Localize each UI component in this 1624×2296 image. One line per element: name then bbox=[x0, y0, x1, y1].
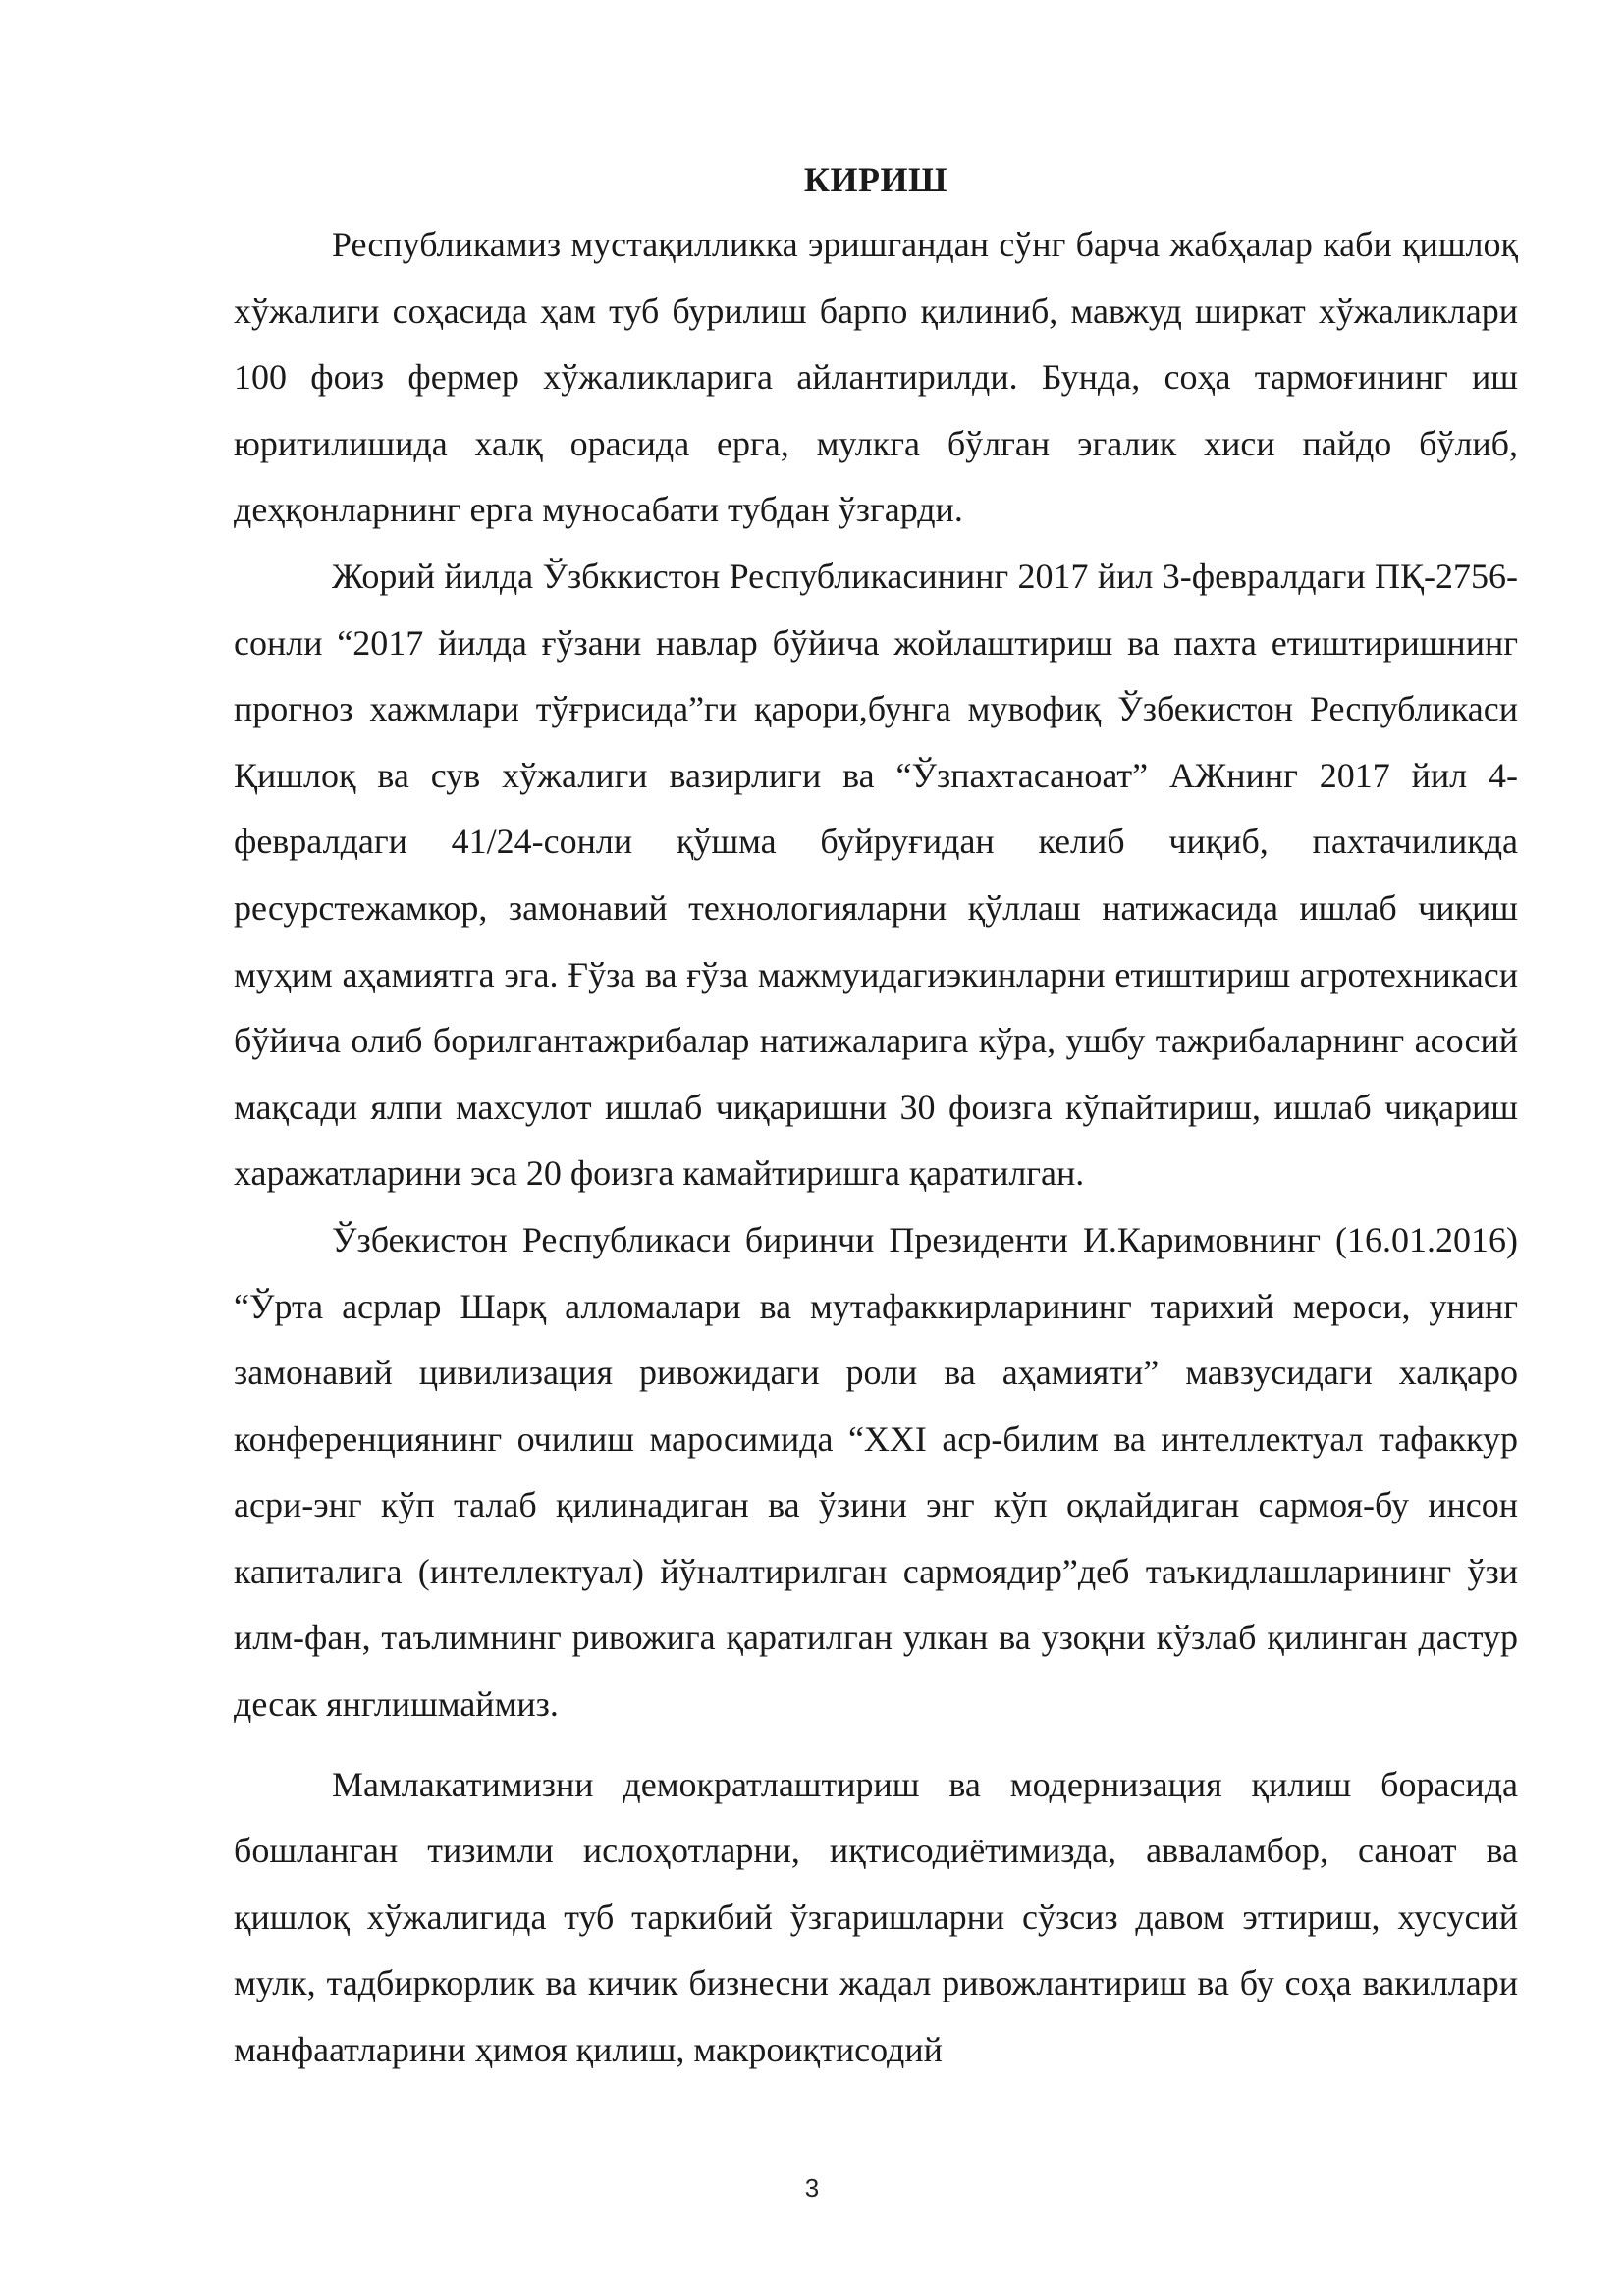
page-number: 3 bbox=[804, 2173, 820, 2203]
section-title: КИРИШ bbox=[803, 160, 948, 199]
paragraph-1: Республикамиз мустақилликка эришгандан сўнг барча жабҳалар каби қишлоқ хўжалиги соҳасида ҳам туб бурилиш барпо қилиниб, мавжуд ширкат хўжаликлари 100 фоиз фермер хўжаликларига айлантирилди. Бунда, соҳа тармоғининг иш юритилишида халқ орасида ерга, мулкга бўлган эгалик хиси пайдо бўлиб, деҳқонларнинг ерга муносабати тубдан ўзгарди. bbox=[234, 225, 1518, 530]
paragraph-2: Жорий йилда Ўзбккистон Республикасининг 2017 йил 3-февралдаги ПҚ-2756- сонли “2017 йилда ғўзани навлар бўйича жойлаштириш ва пахта етиштиришнинг прогноз хажмлари тўғрисида”ги қарори,бунга мувофиқ Ўзбекистон Республикаси Қишлоқ ва сув хўжалиги вазирлиги ва “Ўзпахтасаноат” АЖнинг 2017 йил 4-февралдаги 41/24-сонли қўшма буйруғидан келиб чиқиб, пахтачиликда ресурстежамкор, замонавий технологияларни қўллаш натижасида ишлаб чиқиш муҳим аҳамиятга эга. Ғўза ва ғўза мажмуидагиэкинларни етиштириш агротехникаси бўйича олиб борилгантажрибалар натижаларига кўра, ушбу тажрибаларнинг асосий мақсади ялпи махсулот ишлаб чиқаришни 30 фоизга кўпайтириш, ишлаб чиқариш харажатларини эса 20 фоизга камайтиришга қаратилган. bbox=[234, 556, 1518, 1194]
document-body bbox=[234, 147, 1518, 2084]
paragraph-4: Мамлакатимизни демократлаштириш ва модернизация қилиш борасида бошланган тизимли ислоҳотларни, иқтисодиётимизда, авваламбор, саноат ва қишлоқ хўжалигида туб таркибий ўзгаришларни сўзсиз давом эттириш, хусусий мулк, тадбиркорлик ва кичик бизнесни жадал ривожлантириш ва бу соҳа вакиллари манфаатларини ҳимоя қилиш, макроиқтисодий bbox=[234, 1764, 1518, 2070]
paragraph-3: Ўзбекистон Республикаси биринчи Президенти И.Каримовнинг (16.01.2016) “Ўрта асрлар Шарқ алломалари ва мутафаккирларининг тарихий мероси, унинг замонавий цивилизация ривожидаги роли ва аҳамияти” мавзусидаги халқаро конференциянинг очилиш маросимида “XXI аср-билим ва интеллектуал тафаккур асри-энг кўп талаб қилинадиган ва ўзини энг кўп оқлайдиган сармоя-бу инсон капиталига (интеллектуал) йўналтирилган сармоядир”деб таъкидлашларининг ўзи илм-фан, таълимнинг ривожига қаратилган улкан ва узоқни кўзлаб қилинган дастур десак янглишмаймиз. bbox=[234, 1219, 1518, 1725]
